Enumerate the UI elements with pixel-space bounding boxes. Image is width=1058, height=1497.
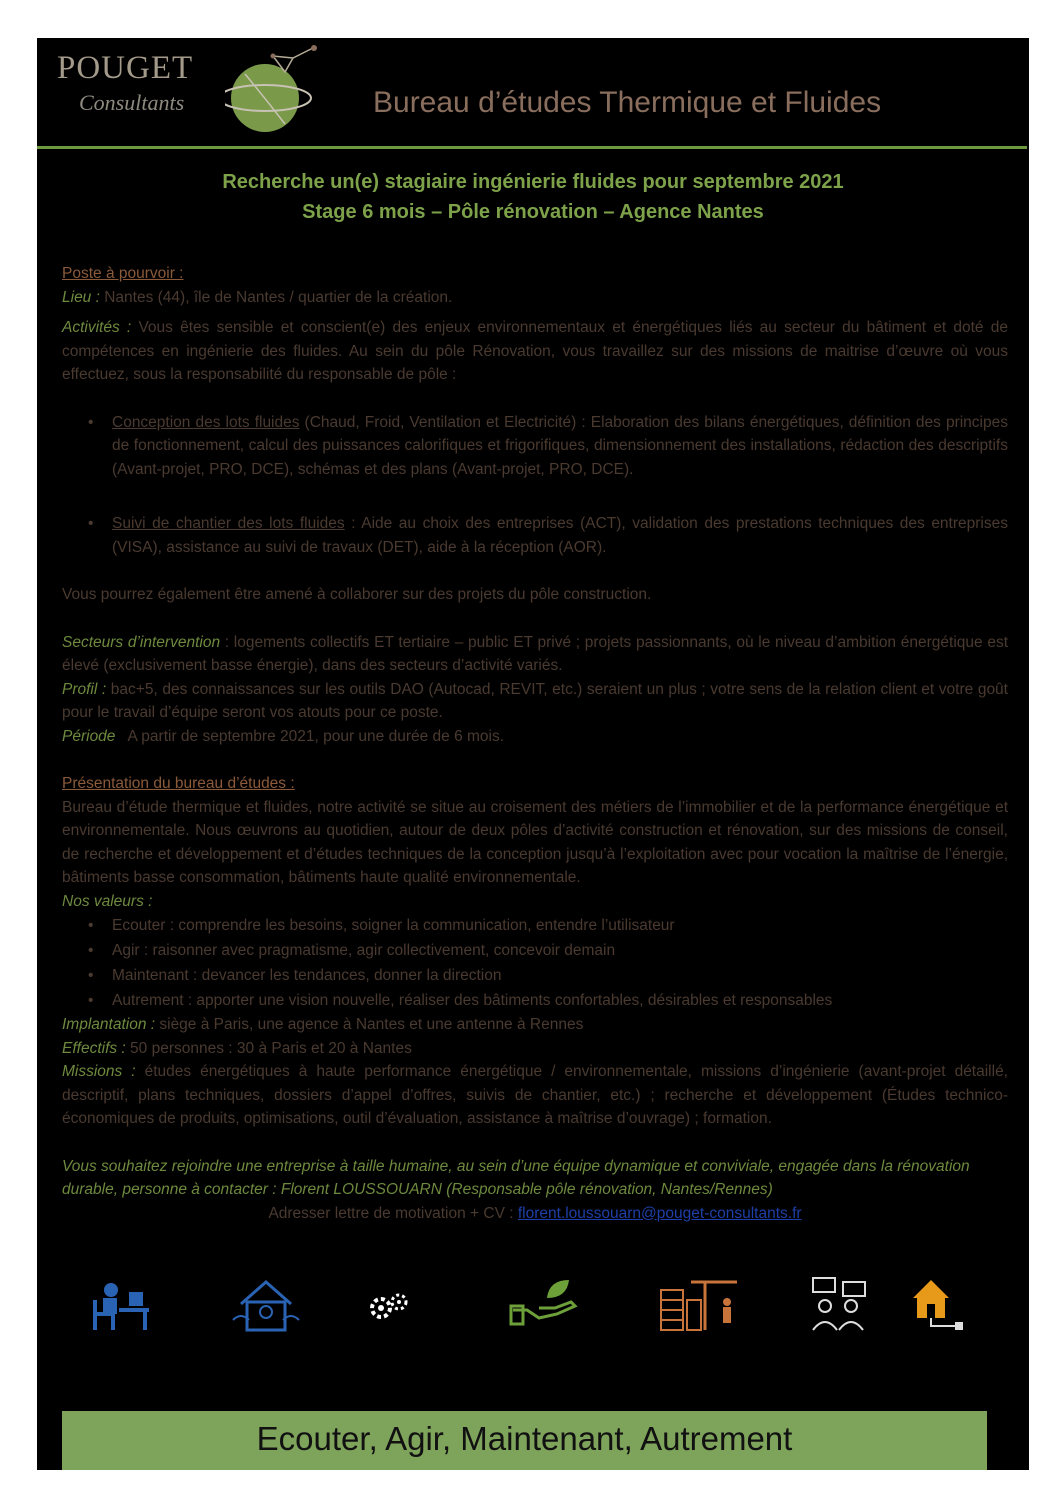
presentation-paragraph: Bureau d’étude thermique et fluides, notre activité se situe au croisement des métiers de l’immobilier et de la performance énergétique et environnementale. Nous œuvrons au quotidien, autour de deux pôles d’activité construction et rénovation, sur des missions de conseil, de recherche et développement et d’études techniques de la conception jusqu’à l’exploitation avec pour vocation la maîtrise de l’énergie, bâtiments basse consommation, bâtiments haute qualité environnementale. (62, 798, 1008, 886)
periode-line: Période A partir de septembre 2021, pour une durée de 6 mois. (62, 727, 505, 745)
header-divider (37, 146, 1027, 149)
footer-slogan: Ecouter, Agir, Maintenant, Autrement (256, 1420, 793, 1457)
list-item: • Autrement : apporter une vision nouvelle, réaliser des bâtiments confortables, désirables et responsables (88, 988, 1008, 1013)
header-title: Bureau d’études Thermique et Fluides (373, 86, 882, 119)
office-worker-icon (89, 1276, 151, 1332)
offer-title: Recherche un(e) stagiaire ingénierie fluides pour septembre 2021 (222, 171, 844, 193)
job-offer-page (37, 38, 1029, 1470)
offer-body (62, 262, 1008, 1225)
list-item: • Ecouter : comprendre les besoins, soigner la communication, entendre l’utilisateur (88, 913, 1008, 938)
globe-logo-icon (225, 44, 325, 136)
icons-row (89, 1276, 969, 1332)
activites-paragraph: Activités : Vous êtes sensible et conscient(e) des enjeux environnementaux et énergétiques liés au secteur du bâtiment et doté de compétences en ingénierie des fluides. Au sein du pôle Rénovation, vous travaillez sur des missions de maitrise d’œuvre où vous effectuez, sous la responsabilité du responsable de pôle : (62, 319, 1009, 383)
offer-subtitle: Stage 6 mois – Pôle rénovation – Agence Nantes (302, 201, 764, 223)
section-heading-presentation: Présentation du bureau d’études : (62, 775, 295, 792)
discussion-icon (809, 1276, 869, 1332)
list-item: • Suivi de chantier des lots fluides : Aide au choix des entreprises (ACT), validation des prestations techniques des entreprises (VISA), assistance au suivi de travaux (DET), aide à la réception (AOR). (88, 512, 1008, 559)
house-climate-icon (231, 1276, 301, 1332)
company-logo-subtitle: Consultants (79, 90, 185, 115)
effectifs-line: Effectifs : 50 personnes : 30 à Paris et 20 à Nantes (62, 1039, 412, 1057)
company-logo-wordmark: POUGET (57, 50, 194, 86)
email-link[interactable]: florent.loussouarn@pouget-consultants.fr (517, 1204, 802, 1222)
secteurs-paragraph: Secteurs d’intervention : logements collectifs ET tertiaire – public ET privé ; projets passionnants, où le niveau d’ambition énergétique est élevé (exclusivement basse énergie), dans des secteurs d’activité variés. (62, 633, 1009, 674)
cv-line: Adresser lettre de motivation + CV : florent.loussouarn@pouget-consultants.fr (268, 1204, 802, 1222)
construction-line: Vous pourrez également être amené à collaborer sur des projets du pôle construction. (62, 586, 652, 603)
contact-paragraph: Vous souhaitez rejoindre une entreprise à taille humaine, au sein d’une équipe dynamique et conviviale, engagée dans la rénovation durable, personne à contacter : Florent LOUSSOUARN (Responsable pôle rénovation, Nantes/Rennes) (62, 1157, 970, 1198)
list-item: • Agir : raisonner avec pragmatisme, agir collectivement, concevoir demain (88, 938, 1008, 963)
construction-site-icon (657, 1276, 741, 1332)
section-heading-poste: Poste à pourvoir : (62, 265, 184, 282)
hand-leaf-icon (509, 1276, 581, 1332)
implantation-line: Implantation : siège à Paris, une agence à Nantes et une antenne à Rennes (62, 1016, 584, 1033)
lieu-line: Lieu : Nantes (44), île de Nantes / quartier de la création. (62, 288, 453, 306)
gears-icon (367, 1288, 413, 1324)
list-item: • Maintenant : devancer les tendances, donner la direction (88, 963, 1008, 988)
values-list (62, 913, 1008, 1013)
activities-list (62, 411, 1008, 560)
valeurs-label: Nos valeurs : (62, 892, 153, 910)
footer-banner (62, 1411, 987, 1470)
energy-house-icon (909, 1276, 969, 1332)
missions-paragraph: Missions : études énergétiques à haute performance énergétique / environnementale, missions d’ingénierie (avant-projet détaillé, descriptif, plans techniques, dossiers d’appel d’offres, suivis de chantier, etc.) ; recherche et développement (Études technico-économiques de produits, optimisations, outil d’évaluation, assistance à maîtrise d’ouvrage) ; formation. (62, 1063, 1008, 1127)
profil-paragraph: Profil : bac+5, des connaissances sur les outils DAO (Autocad, REVIT, etc.) seraient un plus ; votre sens de la relation client et votre goût pour le travail d’équipe seront vos atouts pour ce poste. (62, 680, 1008, 721)
list-item: • Conception des lots fluides (Chaud, Froid, Ventilation et Electricité) : Elaboration des bilans énergétiques, définition des principes de fonctionnement, calcul des puissances calorifiques et frigorifiques, dimensionnement des installations, rédaction des descriptifs (Avant-projet, PRO, DCE), schémas et des plans (Avant-projet, PRO, DCE). (88, 411, 1008, 482)
